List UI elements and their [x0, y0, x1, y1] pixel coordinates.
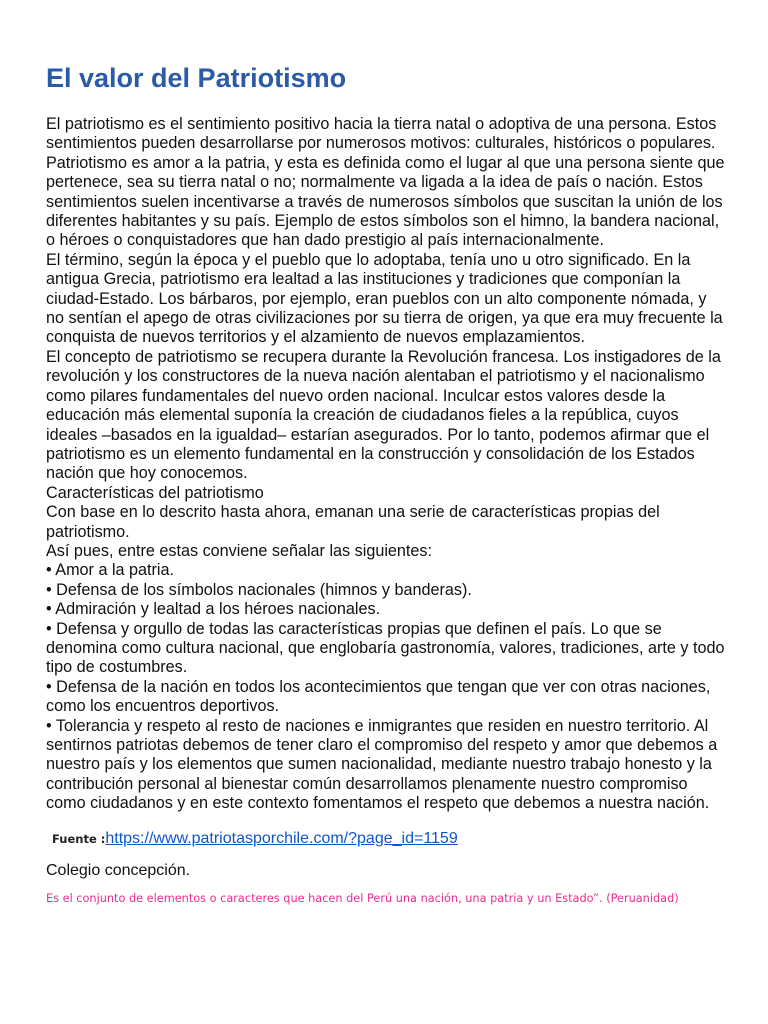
list-item: • Defensa de la nación en todos los acontecimientos que tengan que ver con otras naciones, como los encuentros deportivos.: [46, 677, 711, 716]
section-heading-characteristics: Características del patriotismo: [46, 483, 264, 502]
source-link[interactable]: https://www.patriotasporchile.com/?page_id=1159: [105, 829, 458, 847]
list-item: • Tolerancia y respeto al resto de naciones e inmigrantes que residen en nuestro territorio. Al sentirnos patriotas debemos de tener claro el compromiso del respeto y amor que debemos a nuestro país y los elementos que sumen nacionalidad, mediante nuestro trabajo honesto y la contribución personal al bienestar común desarrollamos plenamente nuestro compromiso como ciudadanos y en este contexto fomentamos el respeto que debemos a nuestra nación.: [46, 716, 718, 813]
list-item: • Admiración y lealtad a los héroes nacionales.: [46, 600, 381, 619]
source-label: Fuente :: [52, 831, 106, 846]
paragraph-characteristics-intro: Con base en lo descrito hasta ahora, emanan una serie de características propias del patriotismo.: [46, 503, 660, 541]
footnote-text: Es el conjunto de elementos o caracteres que hacen del Perú una nación, una patria y un Estado”. (Peruanidad): [46, 891, 679, 905]
document-body: [46, 115, 726, 814]
list-item: • Defensa y orgullo de todas las características propias que definen el país. Lo que se denomina como cultura nacional, que englobaría gastronomía, valores, tradiciones, arte y todo tipo de costumbres.: [46, 619, 725, 677]
paragraph-list-intro: Así pues, entre estas conviene señalar las siguientes:: [46, 541, 433, 560]
document-title: El valor del Patriotismo: [46, 63, 347, 93]
list-item: • Defensa de los símbolos nacionales (himnos y banderas).: [46, 580, 472, 599]
school-name: Colegio concepción.: [46, 861, 191, 879]
paragraph-revolution: El concepto de patriotismo se recupera durante la Revolución francesa. Los instigadores de la revolución y los constructores de la nueva nación alentaban el patriotismo y el nacionalismo como pilares fundamentales del nuevo orden nacional. Inculcar estos valores desde la educación más elemental suponía la creación de ciudadanos fieles a la república, cuyos ideales –basados en la igualdad– estarían asegurados. Por lo tanto, podemos afirmar que el patriotismo es un elemento fundamental en la construcción y consolidación de los Estados nación que hoy conocemos.: [46, 347, 721, 483]
source-line: [46, 830, 726, 848]
document-page: [46, 56, 726, 905]
paragraph-history: El término, según la época y el pueblo que lo adoptaba, tenía uno u otro significado. En la antigua Grecia, patriotismo era lealtad a las instituciones y tradiciones que componían la ciudad-Estado. Los bárbaros, por ejemplo, eran pueblos con un alto componente nómada, y no sentían el apego de otras civilizaciones por su tierra de origen, ya que era muy frecuente la conquista de nuevos territorios y el alzamiento de nuevos emplazamientos.: [46, 250, 723, 347]
list-item: • Amor a la patria.: [46, 561, 175, 580]
paragraph-intro: El patriotismo es el sentimiento positivo hacia la tierra natal o adoptiva de una persona. Estos sentimientos pueden desarrollarse por numerosos motivos: culturales, históricos o populares. Patriotismo es amor a la patria, y esta es definida como el lugar al que una persona siente que pertenece, sea su tierra natal o no; normalmente va ligada a la idea de país o nación. Estos sentimientos suelen incentivarse a través de numerosos símbolos que suscitan la unión de los diferentes habitantes y su país. Ejemplo de estos símbolos son el himno, la bandera nacional, o héroes o conquistadores que han dado prestigio al país internacionalmente.: [46, 115, 725, 250]
